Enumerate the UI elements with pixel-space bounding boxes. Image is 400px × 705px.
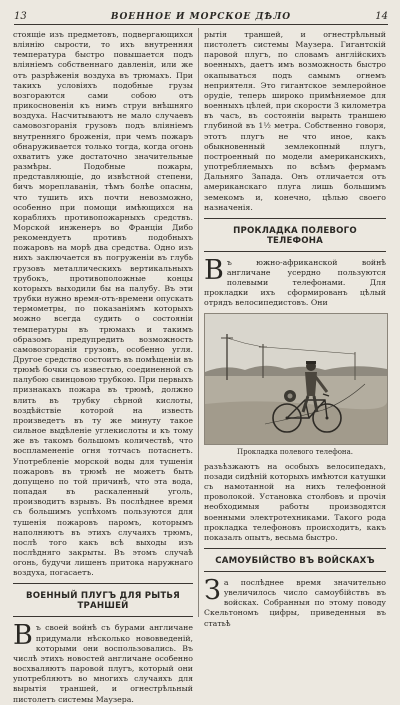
plow-article-continuation: рытія траншей, и огнестрѣльный пистолетъ системы Маузера. Гигантскій паровой плугъ, по словамъ англійскихъ военныхъ, даетъ имъ возможность быстро окапываться подъ самымъ огнемъ неприятеля. Это гигантское землеройное орудіе, теперь широко примѣняемое для военныхъ цѣлей, при скорости 3 километра въ часъ, въ состояніи вырыть траншею глубиной въ 1½ метра. Собственно говоря, этотъ плугъ не что иное, какъ обыкновенный землекопный плугъ, построенный по модели американскихъ, употребляемыхъ по всѣмъ фермамъ Дальняго Запада. Онъ отличается отъ американскаго плуга лишь большимъ земекомъ и, конечно, цѣлью своего назначенія. bbox=[204, 30, 386, 212]
section-divider bbox=[13, 583, 193, 584]
drop-cap: З bbox=[204, 575, 221, 606]
cyclist-laying-telephone-illustration bbox=[205, 314, 387, 444]
drop-cap: В bbox=[204, 254, 224, 286]
telephone-article bbox=[204, 254, 386, 309]
telephone-article-text: ъ южно-африканской войнѣ англичане усердно пользуются полевыми телефонами. Для прокладки ихъ сформированъ цѣлый отрядъ велосипедистовъ. Они bbox=[204, 257, 386, 308]
plow-article bbox=[13, 620, 193, 704]
section-title-military-plow: ВОЕННЫЙ ПЛУГЪ ДЛЯ РЫТЬЯ ТРАНШЕЙ bbox=[26, 591, 180, 612]
suicide-article-text: а послѣднее время значительно увеличилось число самоубійствъ въ войсках. Собранныя по этому поводу Скельтономъ цифры, приведенныя въ статьѣ bbox=[204, 578, 386, 628]
section-title-suicide-in-army: САМОУБІЙСТВО ВЪ ВОЙСКАХЪ bbox=[215, 556, 375, 566]
section-divider bbox=[204, 548, 386, 549]
right-column bbox=[204, 30, 386, 628]
left-column bbox=[13, 30, 193, 704]
right-page-number: 14 bbox=[375, 11, 388, 22]
drop-cap: В bbox=[13, 620, 33, 652]
magazine-title: ВОЕННОЕ И МОРСКОЕ ДѢЛО bbox=[110, 12, 292, 22]
section-title-field-telephone: ПРОКЛАДКА ПОЛЕВОГО ТЕЛЕФОНА bbox=[233, 225, 357, 246]
section-divider bbox=[204, 218, 386, 219]
figure-caption: Прокладка полевого телефона. bbox=[237, 447, 353, 456]
section-divider bbox=[204, 251, 386, 252]
telephone-article-continuation: разъѣзжаютъ на особыхъ велосипедахъ, позади сидѣній которыхъ имѣются катушки съ намотанной на нихъ телефонной проволокой. Установка столбовъ и прочія необходимыя работы производятся военными электротехниками. Такого рода прокладка телефоновъ происходитъ, какъ показалъ опытъ, весьма быстро. bbox=[204, 461, 386, 542]
section-divider bbox=[204, 571, 386, 572]
left-page-number: 13 bbox=[14, 11, 27, 22]
fire-article-text: стоящіе изъ предметовъ, подвергающихся вліянію сырости, то ихъ внутренняя температура быстро повышается подъ вліяніемъ собственнаго давленія, или же отъ разрѣженія воздуха въ трюмахъ. При такихъ условіяхъ подобные грузы возгораются сами собою отъ прикосновенія къ нимъ струи внѣшняго воздуха. Насчитываютъ не мало случаевъ самовозгоранія грузовъ подъ вліяніемъ внутренняго броженія, при чемъ пожаръ обнаруживается только тогда, когда огонь охватитъ уже достаточно значительные размѣры. Подобные пожары, представляющіе, до извѣстной степени, бичъ мореплаванія, тѣмъ болѣе опасны, что тушить ихъ почти невозможно, особенно при помощи имѣющихся на корабляхъ противопожарныхъ средствъ. Морской инженеръ во Франціи Дибо рекомендуетъ противъ подобныхъ пожаровъ на морѣ два средства. Одно изъ нихъ заключается въ погруженіи въ глубь грузовъ металлическихъ вертикальныхъ трубокъ, противоположные концы которыхъ выходили бы на палубу. Въ эти трубки нужно время-отъ-времени опускать термометры, по показаніямъ которыхъ можно всегда судить о состояніи температуры въ трюмахъ и такимъ образомъ предупредить возможность самовозгоранія грузовъ, особенно угля. Другое средство состоитъ въ помѣщеніи въ трюмѣ бочки съ известью, соединенной съ палубою свинцовою трубкою. При первыхъ признакахъ пожара въ трюмѣ, должно влить въ трубку сѣрной кислоты, воздѣйствіе которой на известь произведетъ въ ту же минуту такое сильное выдѣленіе углекислоты и къ тому же въ такомъ большомъ количествѣ, что воспламененіе огня тотчасъ потаснетъ. Употребленіе морской воды для тушенія пожаровъ въ трюмѣ не можетъ быть допущено по той причинѣ, что эта вода, попадая въ раскаленный уголь, производитъ взрывъ. Въ послѣднее время съ большимъ успѣхомъ пользуются для тушенія пожаровъ паромъ, которымъ наполняютъ въ этихъ случаяхъ трюмъ, послѣ того какъ всѣ выходы изъ послѣдняго закрыты. Въ этомъ случаѣ огонь, будучи лишенъ притока наружнаго воздуха, погасаетъ. bbox=[13, 30, 193, 578]
plow-article-text: ъ своей войнѣ съ бурами англичане придумали нѣсколько нововведеній, которыми они воспользовались. Въ числѣ этихъ новостей англичане особенно восхваляютъ паровой плугъ, который они употребляютъ во многихъ случаяхъ для вырытія траншей, и огнестрѣльный пистолетъ системы Маузера. bbox=[13, 623, 193, 704]
running-header bbox=[14, 4, 388, 25]
section-divider bbox=[13, 616, 193, 617]
column-divider bbox=[198, 28, 199, 617]
telephone-photo bbox=[204, 313, 388, 445]
suicide-article bbox=[204, 575, 386, 629]
